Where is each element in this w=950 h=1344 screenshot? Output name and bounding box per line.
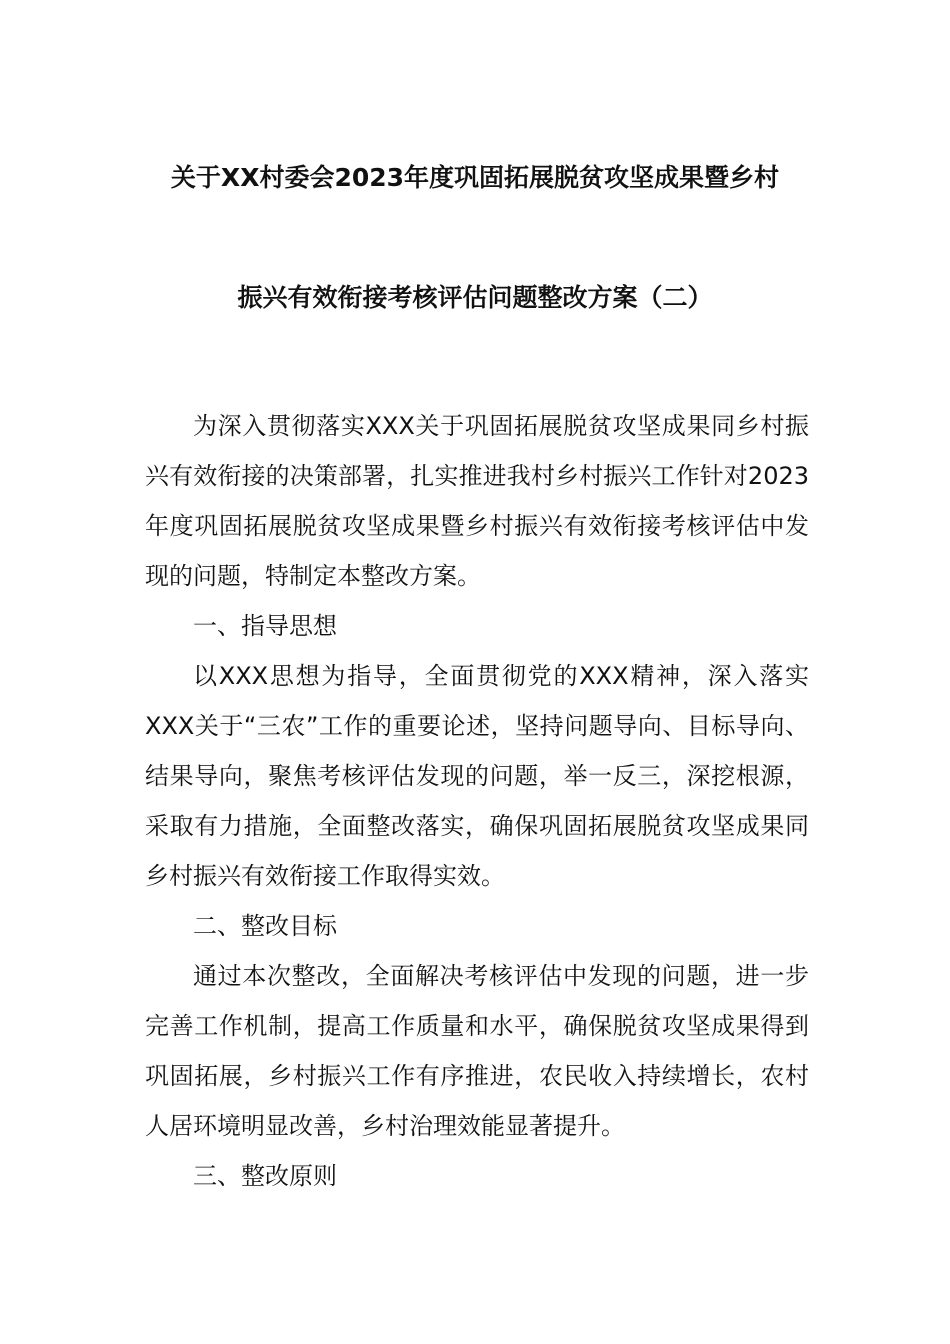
section-heading-rectification-goals: 二、整改目标 [193, 912, 337, 940]
document-title-line-2: 振兴有效衔接考核评估问题整改方案（二） [237, 283, 713, 312]
document-body [145, 401, 809, 1201]
document-title-line-1: 关于XX村委会2023年度巩固拓展脱贫攻坚成果暨乡村 [170, 163, 780, 192]
guiding-ideology-paragraph: 以XXX思想为指导，全面贯彻党的XXX精神，深入落实XXX关于“三农”工作的重要论述，坚持问题导向、目标导向、结果导向，聚焦考核评估发现的问题，举一反三，深挖根源，采取有力措施，全面整改落实，确保巩固拓展脱贫攻坚成果同乡村振兴有效衔接工作取得实效。 [145, 662, 809, 890]
intro-paragraph: 为深入贯彻落实XXX关于巩固拓展脱贫攻坚成果同乡村振兴有效衔接的决策部署，扎实推进我村乡村振兴工作针对2023年度巩固拓展脱贫攻坚成果暨乡村振兴有效衔接考核评估中发现的问题，特制定本整改方案。 [145, 412, 809, 590]
section-heading-guiding-ideology: 一、指导思想 [193, 612, 337, 640]
section-heading-rectification-principles: 三、整改原则 [193, 1162, 337, 1190]
rectification-goals-paragraph: 通过本次整改，全面解决考核评估中发现的问题，进一步完善工作机制，提高工作质量和水平，确保脱贫攻坚成果得到巩固拓展，乡村振兴工作有序推进，农民收入持续增长，农村人居环境明显改善，乡村治理效能显著提升。 [145, 962, 809, 1140]
